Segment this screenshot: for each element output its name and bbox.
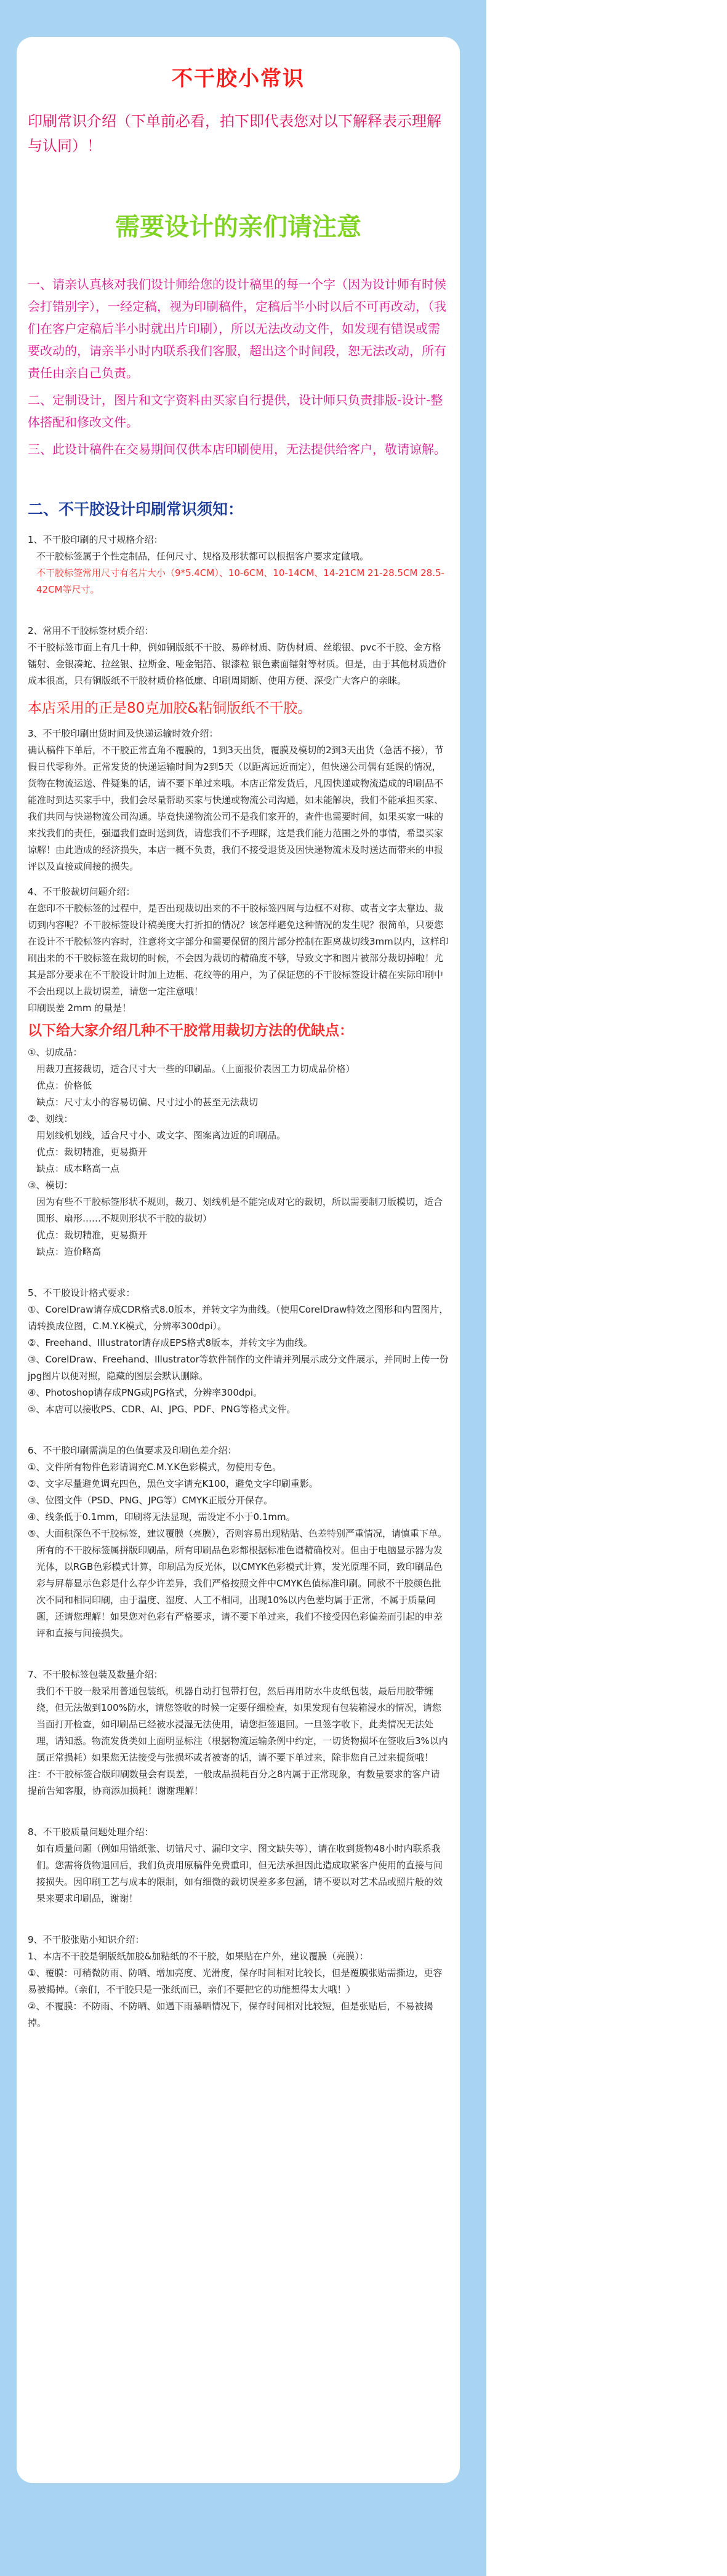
sticking-item-3: ②、不覆膜：不防雨、不防晒、如遇下雨暴晒情况下，保存时间相对比较短，但是张贴后，不易被揭掉。 bbox=[28, 2001, 433, 2028]
packaging-heading: 7、不干胶标签包装及数量介绍： bbox=[28, 1669, 163, 1680]
section-title: 二、不干胶设计印刷常识须知： bbox=[28, 500, 244, 518]
format-heading: 5、不干胶设计格式要求： bbox=[28, 1287, 135, 1298]
material-heading: 2、常用不干胶标签材质介绍： bbox=[28, 625, 154, 636]
color-item-2: ②、文字尽量避免调充四色，黑色文字请充K100，避免文字印刷重影。 bbox=[28, 1478, 318, 1489]
size-heading: 1、不干胶印刷的尺寸规格介绍： bbox=[28, 534, 163, 545]
method-3-pro: 优点：裁切精准，更易撕开 bbox=[36, 1230, 148, 1241]
color-body: 所有的不干胶标签属拼版印刷品，所有印刷品色彩都根据标准色谱精确校对。但由于电脑显示器为发光体，以RGB色彩模式计算，印刷品为反光体，以CMYK色彩模式计算，发光原理不同，致印刷品色彩与屏幕显示色彩是什么存少许差异，我们严格按照文件中CMYK色值标准印刷。同款不干胶颜色批次不同和相同印刷，由于温度、湿度、人工不相同，出现10%以内色差均属于正常，不属于质量问题，还请您理解！如果您对色彩有严格要求，请不要下单过来，我们不接受因色彩偏差而引起的申差评和直接与间接损失。 bbox=[36, 1545, 443, 1639]
sticking-heading: 9、不干胶张贴小知识介绍： bbox=[28, 1934, 145, 1945]
method-2-desc: 用划线机划线，适合尺寸小、或文字、图案离边近的印刷品。 bbox=[36, 1130, 286, 1141]
quality-heading: 8、不干胶质量问题处理介绍： bbox=[28, 1826, 154, 1838]
intro-text: 印刷常识介绍（下单前必看，拍下即代表您对以下解释表示理解与认同）！ bbox=[28, 113, 441, 154]
packaging-note: 注：不干胶标签合版印刷数量会有误差，一般成品损耗百分之8内属于正常现象，有数量要求的客户请提前告知客服，协商添加损耗！谢谢理解！ bbox=[28, 1769, 440, 1796]
material-body: 不干胶标签市面上有几十种，例如铜版纸不干胶、易碎材质、防伪材质、丝缎银、pvc不干胶、金方格镭射、金银凑蛇、拉丝银、拉斯金、哑金铝箔、银漆粒 银色素面镭射等材质。但是，由于其他材质造价成本很高，只有铜版纸不干胶材质价格低廉、印刷周期断、使用方便、深受广大客户的亲睐。 bbox=[28, 642, 446, 686]
method-2-con: 缺点：成本略高一点 bbox=[36, 1163, 120, 1174]
size-line-2: 不干胶标签常用尺寸有名片大小（9*5.4CM）、10-6CM、10-14CM、14-21CM 21-28.5CM 28.5-42CM等尺寸。 bbox=[36, 567, 444, 595]
method-2-pro: 优点：裁切精准，更易撕开 bbox=[36, 1146, 148, 1158]
cutting-body: 在您印不干胶标签的过程中，是否出现裁切出来的不干胶标签四周与边框不对称、或者文字太靠边、裁切到内容呢？不干胶标签设计稿美度大打折扣的情况？该怎样避免这种情况的发生呢？很简单，只要您在设计不干胶标签内容时，注意将文字部分和需要保留的图片部分控制在距离裁切线3mm以内，这样印刷出来的不干胶标签在裁切的时候，不会因为裁切的精确度不够，导致文字和图片被部分裁切掉啦！尤其是部分要求在不干胶设计时加上边框、花纹等的用户，为了保证您的不干胶标签设计稿在实际印刷中不会出现以上裁切误差，请您一定注意哦！ bbox=[28, 903, 449, 997]
color-heading: 6、不干胶印刷需满足的色值要求及印刷色差介绍： bbox=[28, 1445, 237, 1456]
method-3-con: 缺点：造价略高 bbox=[36, 1246, 102, 1257]
method-2-title: ②、划线： bbox=[28, 1113, 73, 1124]
cutting-methods-title: 以下给大家介绍几种不干胶常用裁切方法的优缺点： bbox=[28, 1023, 353, 1039]
size-line-1: 不干胶标签属于个性定制品，任何尺寸、规格及形状都可以根据客户要求定做哦。 bbox=[36, 551, 369, 562]
notice-item-3: 三、此设计稿件在交易期间仅供本店印刷使用，无法提供给客户，敬请谅解。 bbox=[28, 442, 446, 457]
method-1-desc: 用裁刀直接裁切，适合尺寸大一些的印刷品。（上面报价表因工力切成品价格） bbox=[36, 1063, 355, 1074]
sticking-item-1: 1、本店不干胶是铜版纸加胶&加粘纸的不干胶，如果贴在户外，建议覆膜（亮膜）： bbox=[28, 1951, 369, 1962]
format-item-1: ①、CorelDraw请存成CDR格式8.0版本，并转文字为曲线。（使用CorelDraw特效之图形和内置图片，请转换成位图，C.M.Y.K模式，分辨率300dpi）。 bbox=[28, 1304, 449, 1332]
method-1-pro: 优点：价格低 bbox=[36, 1080, 92, 1091]
format-item-3: ③、CorelDraw、Freehand、Illustrator等软件制作的文件请并列展示成分文件展示，并同时上传一份jpg图片以便对照，隐藏的图层会默认删除。 bbox=[28, 1354, 449, 1382]
format-item-4: ④、Photoshop请存成PNG或JPG格式，分辨率300dpi。 bbox=[28, 1387, 263, 1398]
sticking-item-2: ①、覆膜：可稍微防雨、防晒、增加亮度、光滑度，保存时间相对比较长，但是覆膜张贴需撕边，更容易被揭掉。（亲们，不干胶只是一张纸而已，亲们不要把它的功能想得太大哦！） bbox=[28, 1967, 443, 1995]
method-1-title: ①、切成品： bbox=[28, 1047, 82, 1058]
color-item-5: ⑤、大面积深色不干胶标签，建议覆膜（亮膜），否则容易出现粘贴、色差特别严重情况，请慎重下单。 bbox=[28, 1528, 447, 1539]
color-item-4: ④、线条低于0.1mm，印刷将无法显现，需设定不小于0.1mm。 bbox=[28, 1511, 295, 1522]
notice-item-2: 二、定制设计，图片和文字资料由买家自行提供，设计师只负责排版-设计-整体搭配和修改文件。 bbox=[28, 393, 443, 430]
cutting-heading: 4、不干胶裁切问题介绍： bbox=[28, 886, 135, 897]
packaging-body: 我们不干胶一般采用普通包装纸，机器自动打包带打包，然后再用防水牛皮纸包装，最后用胶带缠绕，但无法做到100%防水，请您签收的时候一定要仔细检查，如果发现有包装箱浸水的情况，请您当面打开检查，如印刷品已经被水浸湿无法使用，请您拒签退回。一旦签字收下，此类情况无法处理，请知悉。物流发货类如上面明显标注（根据物流运输条例中约定，一切货物损坏在签收后3%以内属正常损耗）如果您无法接受与张损坏或者被寄的话，请不要下单过来，除非您自己过来提货哦！ bbox=[36, 1686, 448, 1763]
page-title: 不干胶小常识 bbox=[172, 66, 305, 91]
shipping-heading: 3、不干胶印刷出货时间及快递运输时效介绍： bbox=[28, 728, 219, 739]
cutting-tail: 印刷误差 2mm 的量是！ bbox=[28, 1002, 132, 1014]
method-1-con: 缺点：尺寸太小的容易切偏、尺寸过小的甚至无法裁切 bbox=[36, 1097, 259, 1108]
notice-item-1: 一、请亲认真核对我们设计师给您的设计稿里的每一个字（因为设计师有时候会打错别字），一经定稿，视为印刷稿件，定稿后半小时以后不可再改动，（我们在客户定稿后半小时就出片印刷），所以无法改动文件，如发现有错误或需要改动的，请亲半小时内联系我们客服，超出这个时间段，恕无法改动，所有责任由亲自己负责。 bbox=[28, 277, 446, 380]
shipping-body: 确认稿件下单后，不干胶正常直角不覆膜的，1到3天出货，覆膜及模切的2到3天出货（急活不接），节假日代零称外。正常发货的快递运输时间为2到5天（以距离远近而定），但快递公司偶有延误的情况，货物在物流运送、件疑集的话，请不要下单过来哦。本店正常发货后，凡因快递或物流造成的印刷品不能准时到达买家手中，我们会尽量帮助买家与快递或物流公司沟通，如未能解决，我们不能承担买家、我们共同与快递物流公司沟通。毕竟快递物流公司不是我们家开的，查件也需要时间，如果买家一味的来找我们的责任，强逼我们查时送到货，请您我们不予理睬，这是我们能力范围之外的事情，希望买家谅解！由此造成的经济损失，本店一概不负责，我们不接受退货及因快递物流未及时送达而带来的申报评以及直接或间接的损失。 bbox=[28, 745, 444, 872]
content-card bbox=[17, 37, 460, 2483]
method-3-title: ③、模切： bbox=[28, 1180, 73, 1191]
quality-body: 如有质量问题（例如用错纸张、切错尺寸、漏印文字、图文缺失等），请在收到货物48小时内联系我们。您需将货物退回后，我们负责用原稿件免费重印，但无法承担因此造成取紧客户使用的直接与间接损失。因印刷工艺与成本的限制，如有细微的裁切误差多多包涵，请不要以对艺术品或照片般的效果来要求印刷品，谢谢！ bbox=[36, 1843, 443, 1904]
design-notice-title: 需要设计的亲们请注意 bbox=[115, 213, 361, 241]
method-3-desc: 因为有些不干胶标签形状不规则，裁刀、划线机是不能完成对它的裁切，所以需要制刀版模切，适合圆形、扇形……不规则形状不干胶的裁切） bbox=[36, 1196, 443, 1224]
color-item-3: ③、位图文件（PSD、PNG、JPG等）CMYK正版分开保存。 bbox=[28, 1495, 273, 1506]
material-highlight: 本店采用的正是80克加胶&粘铜版纸不干胶。 bbox=[28, 700, 312, 716]
format-item-5: ⑤、本店可以接收PS、CDR、AI、JPG、PDF、PNG等格式文件。 bbox=[28, 1404, 296, 1415]
format-item-2: ②、Freehand、Illustrator请存成EPS格式8版本，并转文字为曲线。 bbox=[28, 1337, 313, 1348]
color-item-1: ①、文件所有物件色彩请调充C.M.Y.K色彩模式，勿使用专色。 bbox=[28, 1462, 282, 1473]
